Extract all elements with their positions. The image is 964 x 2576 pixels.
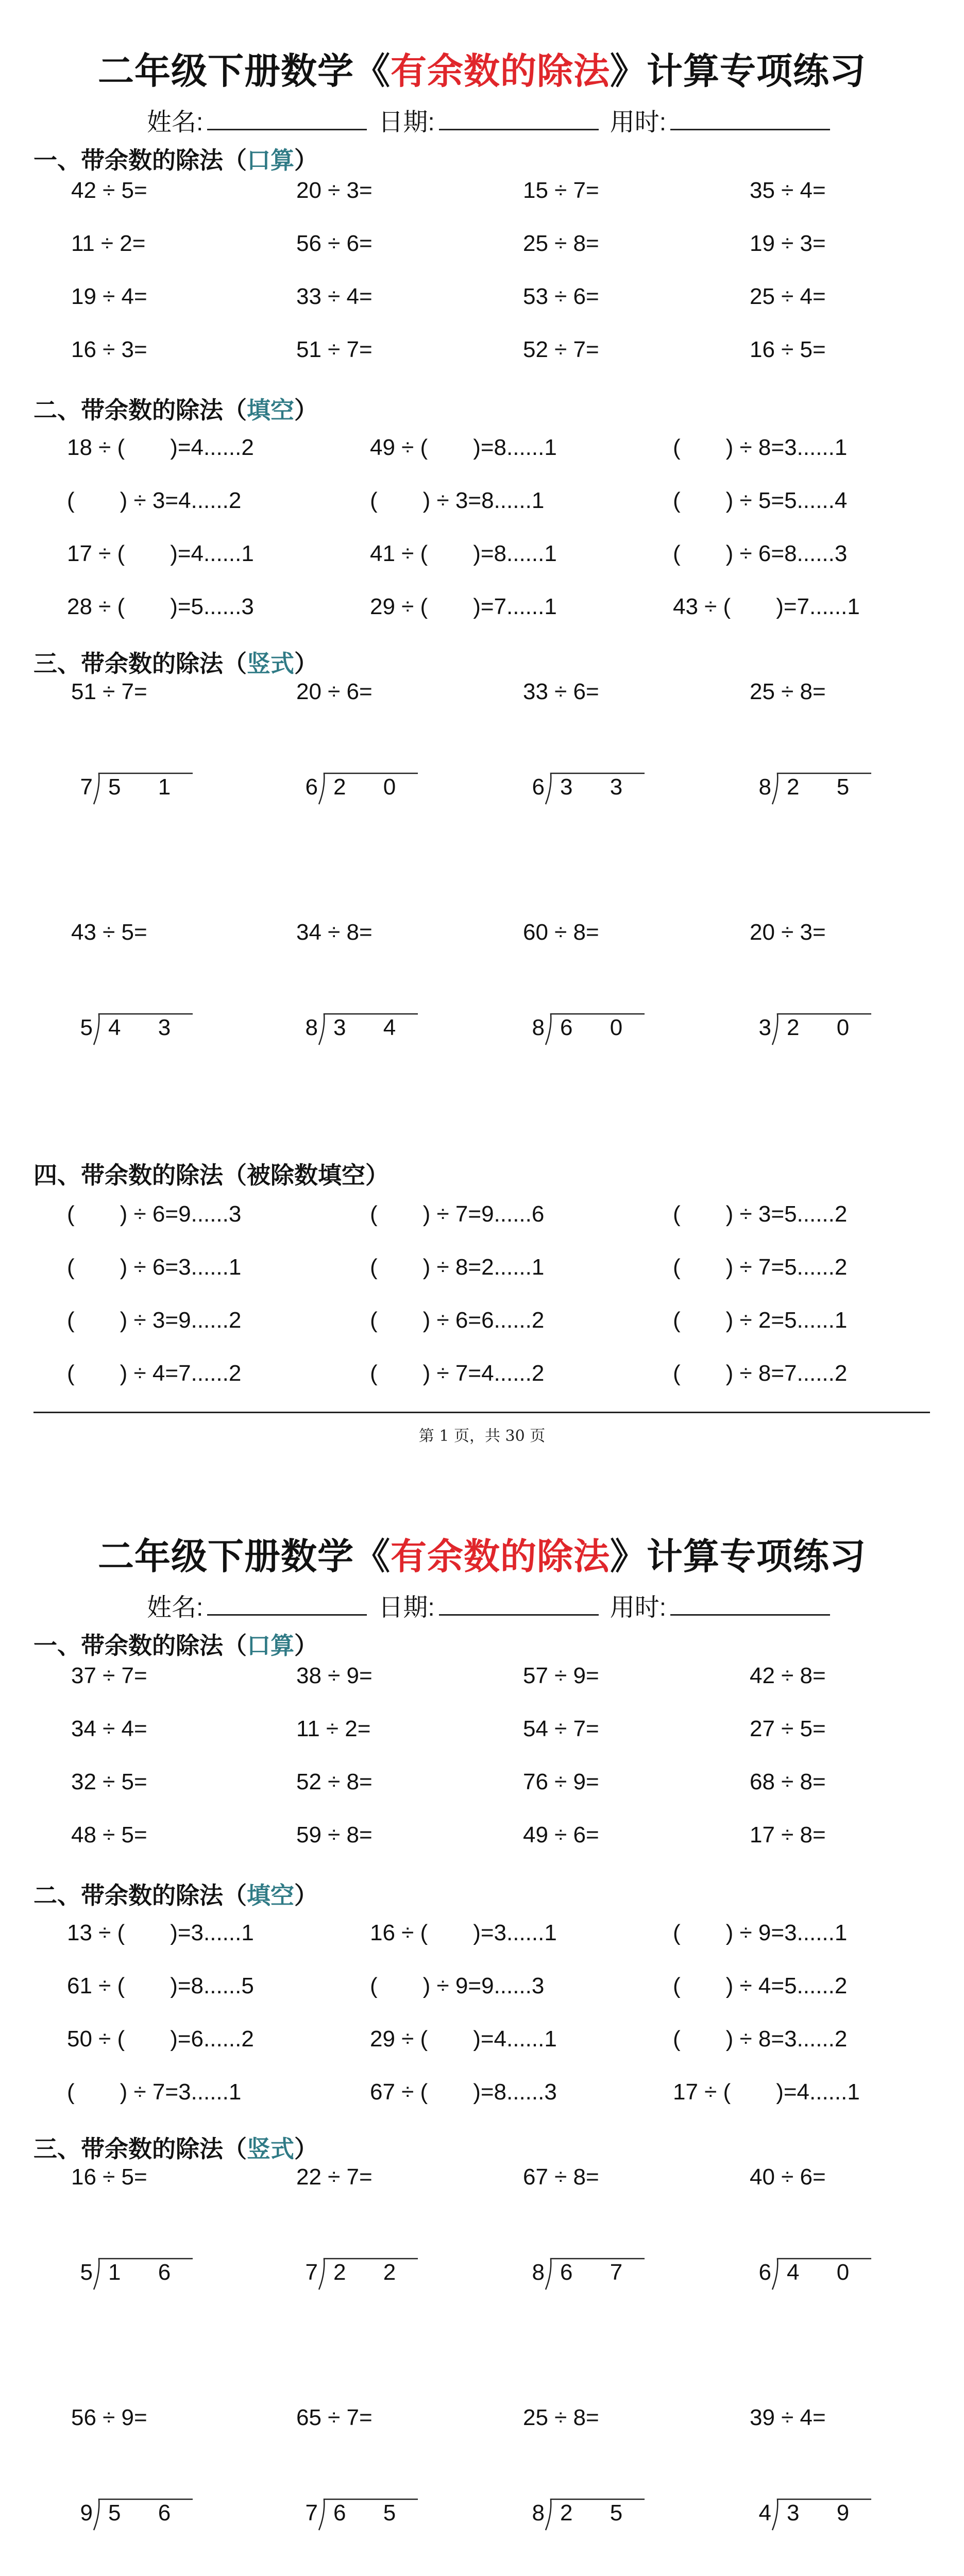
name-blank [207, 108, 367, 130]
fill-blank-problem: 29 ÷ ( )=7......1 [370, 594, 557, 619]
dividend-blank-problem: ( ) ÷ 6=6......2 [370, 1308, 545, 1333]
fill-blank-problem: 28 ÷ ( )=5......3 [67, 594, 254, 619]
fill-blank-problem: ( ) ÷ 7=3......1 [67, 2079, 242, 2105]
name-label: 姓名: [147, 1594, 204, 1621]
oral-problem: 42 ÷ 8= [750, 1663, 826, 1688]
footer-rule [33, 1412, 930, 1413]
section-3-heading-tag: 竖式 [247, 2135, 294, 2163]
oral-problem: 11 ÷ 2= [71, 231, 146, 256]
title-prefix: 二年级下册数学《 [98, 1535, 391, 1578]
long-division-bracket [750, 774, 865, 800]
long-division-bracket [296, 2260, 411, 2285]
dividend: 5 1 [108, 774, 187, 800]
vertical-problem: 25 ÷ 8= [523, 2405, 599, 2430]
oral-problem: 52 ÷ 7= [523, 337, 599, 362]
oral-problem: 16 ÷ 5= [750, 337, 826, 362]
division-bracket-icon [770, 770, 873, 806]
section-2-heading-tail: ） [294, 397, 318, 423]
oral-problem: 53 ÷ 6= [523, 284, 599, 309]
division-bracket-icon [317, 1011, 420, 1047]
oral-problem: 20 ÷ 3= [296, 178, 373, 203]
long-division-bracket [71, 774, 186, 800]
division-bracket-icon [92, 770, 195, 806]
divisor: 6 [758, 2260, 771, 2285]
dividend-blank-problem: ( ) ÷ 8=2......1 [370, 1255, 545, 1280]
time-blank [670, 108, 830, 130]
dividend: 2 5 [560, 2500, 638, 2526]
oral-problem: 52 ÷ 8= [296, 1769, 373, 1794]
section-2-heading-tag: 填空 [247, 1882, 294, 1909]
fill-blank-problem: ( ) ÷ 8=3......1 [673, 435, 848, 460]
division-bracket-icon [544, 2256, 647, 2292]
section-2-heading-tail: ） [294, 1882, 318, 1909]
vertical-problem: 51 ÷ 7= [71, 679, 147, 704]
oral-problem: 57 ÷ 9= [523, 1663, 599, 1688]
divisor: 5 [80, 1015, 93, 1040]
dividend-blank-problem: ( ) ÷ 7=4......2 [370, 1361, 545, 1386]
long-division-bracket [296, 1015, 411, 1041]
division-bracket-icon [770, 2256, 873, 2292]
vertical-problem: 43 ÷ 5= [71, 920, 147, 945]
fill-blank-problem: 29 ÷ ( )=4......1 [370, 2026, 557, 2052]
vertical-problem: 40 ÷ 6= [750, 2164, 826, 2190]
date-blank [439, 108, 599, 130]
title-highlight: 有余数的除法 [391, 49, 610, 92]
long-division-bracket [750, 1015, 865, 1041]
oral-problem: 51 ÷ 7= [296, 337, 373, 362]
name-label: 姓名: [147, 109, 204, 136]
long-division-bracket [523, 2260, 638, 2285]
oral-problem: 68 ÷ 8= [750, 1769, 826, 1794]
fill-blank-problem: 43 ÷ ( )=7......1 [673, 594, 860, 619]
division-bracket-icon [92, 2496, 195, 2532]
vertical-problem: 67 ÷ 8= [523, 2164, 599, 2190]
dividend-blank-problem: ( ) ÷ 3=9......2 [67, 1308, 242, 1333]
oral-problem: 37 ÷ 7= [71, 1663, 147, 1688]
fill-blank-problem: ( ) ÷ 5=5......4 [673, 488, 848, 513]
dividend: 2 5 [787, 774, 865, 800]
vertical-problem: 34 ÷ 8= [296, 920, 373, 945]
fill-blank-problem: ( ) ÷ 3=8......1 [370, 488, 545, 513]
dividend-blank-problem: ( ) ÷ 7=9......6 [370, 1201, 545, 1227]
oral-problem: 34 ÷ 4= [71, 1716, 147, 1741]
dividend-blank-problem: ( ) ÷ 3=5......2 [673, 1201, 848, 1227]
fill-blank-problem: 41 ÷ ( )=8......1 [370, 541, 557, 566]
oral-problem: 27 ÷ 5= [750, 1716, 826, 1741]
divisor: 6 [305, 774, 318, 800]
long-division-bracket [750, 2500, 865, 2526]
date-label: 日期: [378, 109, 435, 136]
long-division-bracket [523, 774, 638, 800]
division-bracket-icon [317, 2496, 420, 2532]
divisor: 7 [305, 2500, 318, 2526]
long-division-bracket [296, 2500, 411, 2526]
divisor: 8 [305, 1015, 318, 1040]
fill-blank-problem: 61 ÷ ( )=8......5 [67, 1973, 254, 1998]
division-bracket-icon [544, 1011, 647, 1047]
title-highlight: 有余数的除法 [391, 1535, 610, 1578]
section-3-heading-tail: ） [294, 2136, 318, 2162]
date-blank [439, 1594, 599, 1616]
dividend: 3 4 [333, 1015, 412, 1040]
divisor: 3 [758, 1015, 771, 1040]
dividend: 4 0 [787, 2260, 865, 2285]
time-blank [670, 1594, 830, 1616]
division-bracket-icon [544, 2496, 647, 2532]
oral-problem: 59 ÷ 8= [296, 1822, 373, 1848]
oral-problem: 19 ÷ 3= [750, 231, 826, 256]
long-division-bracket [71, 2500, 186, 2526]
oral-problem: 32 ÷ 5= [71, 1769, 147, 1794]
divisor: 8 [758, 774, 771, 800]
oral-problem: 16 ÷ 3= [71, 337, 147, 362]
dividend-blank-problem: ( ) ÷ 6=9......3 [67, 1201, 242, 1227]
section-3-heading [33, 2130, 318, 2164]
name-blank [207, 1594, 367, 1616]
dividend: 3 3 [560, 774, 638, 800]
title-prefix: 二年级下册数学《 [98, 49, 391, 92]
vertical-problem: 65 ÷ 7= [296, 2405, 373, 2430]
oral-problem: 56 ÷ 6= [296, 231, 373, 256]
section-1-heading-tag: 口算 [247, 1632, 294, 1659]
section-3-heading-text: 三、带余数的除法（ [33, 650, 247, 677]
fill-blank-problem: 13 ÷ ( )=3......1 [67, 1920, 254, 1945]
section-3-heading [33, 645, 318, 679]
oral-problem: 15 ÷ 7= [523, 178, 599, 203]
section-4-heading-text: 四、带余数的除法（被除数填空） [33, 1162, 389, 1189]
fill-blank-problem: ( ) ÷ 9=3......1 [673, 1920, 848, 1945]
fill-blank-problem: 18 ÷ ( )=4......2 [67, 435, 254, 460]
long-division-bracket [296, 774, 411, 800]
vertical-problem: 56 ÷ 9= [71, 2405, 147, 2430]
section-1-heading [33, 1627, 318, 1661]
long-division-bracket [523, 2500, 638, 2526]
section-2-heading-tag: 填空 [247, 396, 294, 424]
fill-blank-problem: 49 ÷ ( )=8......1 [370, 435, 557, 460]
vertical-problem: 33 ÷ 6= [523, 679, 599, 704]
section-1-heading-text: 一、带余数的除法（ [33, 147, 247, 174]
vertical-problem: 60 ÷ 8= [523, 920, 599, 945]
dividend: 2 0 [787, 1015, 865, 1040]
section-3-heading-tail: ） [294, 650, 318, 677]
section-2-heading [33, 392, 318, 426]
dividend-blank-problem: ( ) ÷ 2=5......1 [673, 1308, 848, 1333]
time-label: 用时: [610, 1594, 667, 1621]
dividend-blank-problem: ( ) ÷ 7=5......2 [673, 1255, 848, 1280]
page-2 [0, 1485, 964, 2576]
section-1-heading-tail: ） [294, 1632, 318, 1659]
oral-problem: 42 ÷ 5= [71, 178, 147, 203]
page-footer: 第 1 页，共 30 页 [418, 1427, 546, 1445]
dividend: 2 2 [333, 2260, 412, 2285]
fill-blank-problem: ( ) ÷ 8=3......2 [673, 2026, 848, 2052]
divisor: 5 [80, 2260, 93, 2285]
dividend: 6 7 [560, 2260, 638, 2285]
section-3-heading-tag: 竖式 [247, 650, 294, 677]
title-suffix: 》计算专项练习 [610, 1535, 866, 1578]
vertical-problem: 25 ÷ 8= [750, 679, 826, 704]
dividend: 6 0 [560, 1015, 638, 1040]
page-title [0, 42, 964, 94]
oral-problem: 25 ÷ 8= [523, 231, 599, 256]
vertical-problem: 20 ÷ 6= [296, 679, 373, 704]
oral-problem: 54 ÷ 7= [523, 1716, 599, 1741]
student-info-row [147, 1587, 841, 1623]
divisor: 4 [758, 2500, 771, 2526]
fill-blank-problem: 17 ÷ ( )=4......1 [673, 2079, 860, 2105]
dividend-blank-problem: ( ) ÷ 8=7......2 [673, 1361, 848, 1386]
section-1-heading [33, 142, 318, 176]
divisor: 8 [532, 1015, 545, 1040]
dividend: 5 6 [108, 2500, 187, 2526]
long-division-bracket [750, 2260, 865, 2285]
title-suffix: 》计算专项练习 [610, 49, 866, 92]
oral-problem: 76 ÷ 9= [523, 1769, 599, 1794]
time-label: 用时: [610, 109, 667, 136]
dividend: 6 5 [333, 2500, 412, 2526]
dividend: 3 9 [787, 2500, 865, 2526]
section-1-heading-text: 一、带余数的除法（ [33, 1632, 247, 1659]
divisor: 8 [532, 2500, 545, 2526]
divisor: 9 [80, 2500, 93, 2526]
oral-problem: 38 ÷ 9= [296, 1663, 373, 1688]
division-bracket-icon [770, 1011, 873, 1047]
oral-problem: 49 ÷ 6= [523, 1822, 599, 1848]
fill-blank-problem: ( ) ÷ 4=5......2 [673, 1973, 848, 1998]
dividend: 2 0 [333, 774, 412, 800]
section-2-heading-text: 二、带余数的除法（ [33, 397, 247, 423]
division-bracket-icon [317, 2256, 420, 2292]
date-label: 日期: [378, 1594, 435, 1621]
fill-blank-problem: ( ) ÷ 3=4......2 [67, 488, 242, 513]
fill-blank-problem: ( ) ÷ 6=8......3 [673, 541, 848, 566]
page-title [0, 1528, 964, 1580]
dividend-blank-problem: ( ) ÷ 4=7......2 [67, 1361, 242, 1386]
vertical-problem: 22 ÷ 7= [296, 2164, 373, 2190]
division-bracket-icon [92, 2256, 195, 2292]
divisor: 6 [532, 774, 545, 800]
section-4-heading [33, 1157, 389, 1191]
fill-blank-problem: 50 ÷ ( )=6......2 [67, 2026, 254, 2052]
divisor: 7 [80, 774, 93, 800]
fill-blank-problem: 17 ÷ ( )=4......1 [67, 541, 254, 566]
vertical-problem: 39 ÷ 4= [750, 2405, 826, 2430]
vertical-problem: 16 ÷ 5= [71, 2164, 147, 2190]
dividend: 4 3 [108, 1015, 187, 1040]
division-bracket-icon [770, 2496, 873, 2532]
section-1-heading-tag: 口算 [247, 146, 294, 174]
section-2-heading-text: 二、带余数的除法（ [33, 1882, 247, 1909]
fill-blank-problem: ( ) ÷ 9=9......3 [370, 1973, 545, 1998]
division-bracket-icon [317, 770, 420, 806]
long-division-bracket [71, 2260, 186, 2285]
vertical-problem: 20 ÷ 3= [750, 920, 826, 945]
fill-blank-problem: 16 ÷ ( )=3......1 [370, 1920, 557, 1945]
division-bracket-icon [92, 1011, 195, 1047]
divisor: 8 [532, 2260, 545, 2285]
oral-problem: 11 ÷ 2= [296, 1716, 371, 1741]
oral-problem: 25 ÷ 4= [750, 284, 826, 309]
oral-problem: 17 ÷ 8= [750, 1822, 826, 1848]
student-info-row [147, 102, 841, 138]
oral-problem: 48 ÷ 5= [71, 1822, 147, 1848]
section-3-heading-text: 三、带余数的除法（ [33, 2136, 247, 2162]
long-division-bracket [523, 1015, 638, 1041]
fill-blank-problem: 67 ÷ ( )=8......3 [370, 2079, 557, 2105]
divisor: 7 [305, 2260, 318, 2285]
oral-problem: 19 ÷ 4= [71, 284, 147, 309]
dividend: 1 6 [108, 2260, 187, 2285]
long-division-bracket [71, 1015, 186, 1041]
section-2-heading [33, 1877, 318, 1911]
oral-problem: 35 ÷ 4= [750, 178, 826, 203]
oral-problem: 33 ÷ 4= [296, 284, 373, 309]
dividend-blank-problem: ( ) ÷ 6=3......1 [67, 1255, 242, 1280]
division-bracket-icon [544, 770, 647, 806]
section-1-heading-tail: ） [294, 147, 318, 174]
